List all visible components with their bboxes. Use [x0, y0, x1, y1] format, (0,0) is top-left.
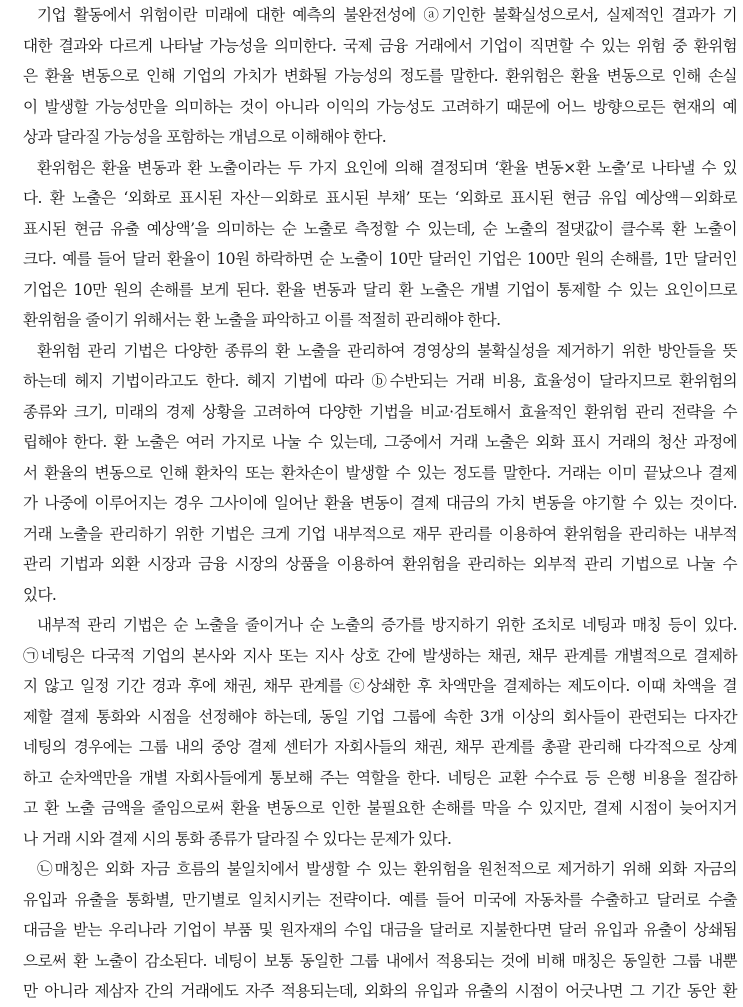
text-line: 하고 순차액만을 개별 자회사들에게 통보해 주는 역할을 한다. 네팅은 교환 수수료 등 은행 비용을 절감하 [23, 768, 737, 787]
text-line: 다. 환 노출은 ‘외화로 표시된 자산－외화로 표시된 부채’ 또는 ‘외화로 표시된 현금 유입 예상액－외화로 [23, 189, 737, 207]
text-line: 나 거래 시와 결제 시의 통화 종류가 달라질 수 있다는 문제가 있다. [23, 829, 452, 848]
document-page [9, 0, 737, 1007]
text-line: 네팅의 경우에는 그룹 내의 중앙 결제 센터가 자회사들의 채권, 채무 관계를 총괄 관리해 다각적으로 상계 [23, 738, 737, 756]
text-line: 기업은 10만 원의 손해를 보게 된다. 환율 변동과 달리 환 노출은 개별 기업이 통제할 수 있는 요인이므로 [23, 280, 737, 299]
text-line: 크다. 예를 들어 달러 환율이 10원 하락하면 순 노출이 10만 달러인 기업은 100만 원의 손해를, 1만 달러인 [23, 250, 737, 268]
text-line: 표시된 현금 유출 예상액’을 의미하는 순 노출로 측정할 수 있는데, 순 노출의 절댓값이 클수록 환 노출이 [23, 219, 737, 238]
text-line: 이 발생할 가능성만을 의미하는 것이 아니라 이익의 가능성도 고려하기 때문에 어느 방향으로든 현재의 예 [23, 97, 737, 116]
text-line: 지 않고 일정 기간 경과 후에 채권, 채무 관계를 ⓒ상쇄한 후 차액만을 결제하는 제도이다. 이때 차액을 결 [23, 677, 737, 695]
text-line: ㉠네팅은 다국적 기업의 본사와 지사 또는 지사 상호 간에 발생하는 채권, 채무 관계를 개별적으로 결제하 [23, 646, 737, 665]
paragraph-5 [9, 854, 737, 1007]
text-line: 립해야 한다. 환 노출은 여러 가지로 나눌 수 있는데, 그중에서 거래 노출은 외화 표시 거래의 청산 과정에 [23, 433, 737, 451]
text-line: 하는데 헤지 기법이라고도 한다. 헤지 기법에 따라 ⓑ수반되는 거래 비용, 효율성이 달라지므로 환위험의 [23, 372, 737, 390]
text-line: 으로써 환 노출이 감소된다. 네팅이 보통 동일한 그룹 내에서 적용되는 것에 비해 매칭은 동일한 그룹 내뿐 [23, 951, 737, 970]
text-line: 대한 결과와 다르게 나타날 가능성을 의미한다. 국제 금융 거래에서 기업이 직면할 수 있는 위험 중 환위험 [23, 36, 737, 55]
text-line: 있다. [23, 585, 57, 604]
text-line: 서 환율의 변동으로 인해 환차익 또는 환차손이 발생할 수 있는 정도를 말한다. 거래는 이미 끝났으나 결제 [23, 463, 737, 482]
text-line: 환위험을 줄이기 위해서는 환 노출을 파악하고 이를 적절히 관리해야 한다. [23, 311, 501, 329]
text-line: 가 나중에 이루어지는 경우 그사이에 일어난 환율 변동이 결제 대금의 가치 변동을 야기할 수 있는 것이다. [23, 494, 737, 512]
text-line: 환위험 관리 기법은 다양한 종류의 환 노출을 관리하여 경영상의 불확실성을 제거하기 위한 방안들을 뜻 [37, 341, 738, 360]
text-line: 관리 기법과 외환 시장과 금융 시장의 상품을 이용하여 환위험을 관리하는 외부적 관리 기법으로 나눌 수 [23, 555, 737, 573]
text-line: 환위험은 환율 변동과 환 노출이라는 두 가지 요인에 의해 결정되며 ‘환율 변동×환 노출’로 나타낼 수 있 [37, 158, 737, 177]
text-line: 고 환 노출 금액을 줄임으로써 환율 변동으로 인한 불필요한 손해를 막을 수 있지만, 결제 시점이 늦어지거 [23, 799, 737, 817]
text-line: ㉡매칭은 외화 자금 흐름의 불일치에서 발생할 수 있는 환위험을 원천적으로 제거하기 위해 외화 자금의 [37, 860, 737, 878]
text-line: 제할 결제 통화와 시점을 선정해야 하는데, 동일 기업 그룹에 속한 3개 이상의 회사들이 관련되는 다자간 [23, 707, 737, 726]
text-line: 은 환율 변동으로 인해 기업의 가치가 변화될 가능성의 정도를 말한다. 환위험은 환율 변동으로 인해 손실 [23, 67, 737, 85]
text-line: 기업 활동에서 위험이란 미래에 대한 예측의 불완전성에 ⓐ기인한 불확실성으로서, 실제적인 결과가 기 [37, 6, 737, 24]
paragraph-3 [9, 336, 737, 611]
text-line: 거래 노출을 관리하기 위한 기법은 크게 기업 내부적으로 재무 관리를 이용하여 환위험을 관리하는 내부적 [23, 524, 737, 543]
text-line: 유입과 유출을 통화별, 만기별로 일치시키는 전략이다. 예를 들어 미국에 자동차를 수출하고 달러로 수출 [23, 890, 737, 909]
text-line: 만 아니라 제삼자 간의 거래에도 자주 적용되는데, 외화의 유입과 유출의 시점이 어긋나면 그 기간 동안 환 [23, 982, 737, 1000]
paragraph-4 [9, 610, 737, 854]
text-line: 종류와 크기, 미래의 경제 상황을 고려하여 다양한 기법을 비교·검토해서 효율적인 환위험 관리 전략을 수 [23, 402, 737, 421]
paragraph-1 [9, 0, 737, 153]
paragraph-2 [9, 153, 737, 336]
text-line: 대금을 받는 우리나라 기업이 부품 및 원자재의 수입 대금을 달러로 지불한다면 달러 유입과 유출이 상쇄됨 [23, 921, 737, 939]
text-line: 내부적 관리 기법은 순 노출을 줄이거나 순 노출의 증가를 방지하기 위한 조치로 네팅과 매칭 등이 있다. [37, 616, 737, 634]
text-line: 상과 달라질 가능성을 포함하는 개념으로 이해해야 한다. [23, 128, 387, 146]
